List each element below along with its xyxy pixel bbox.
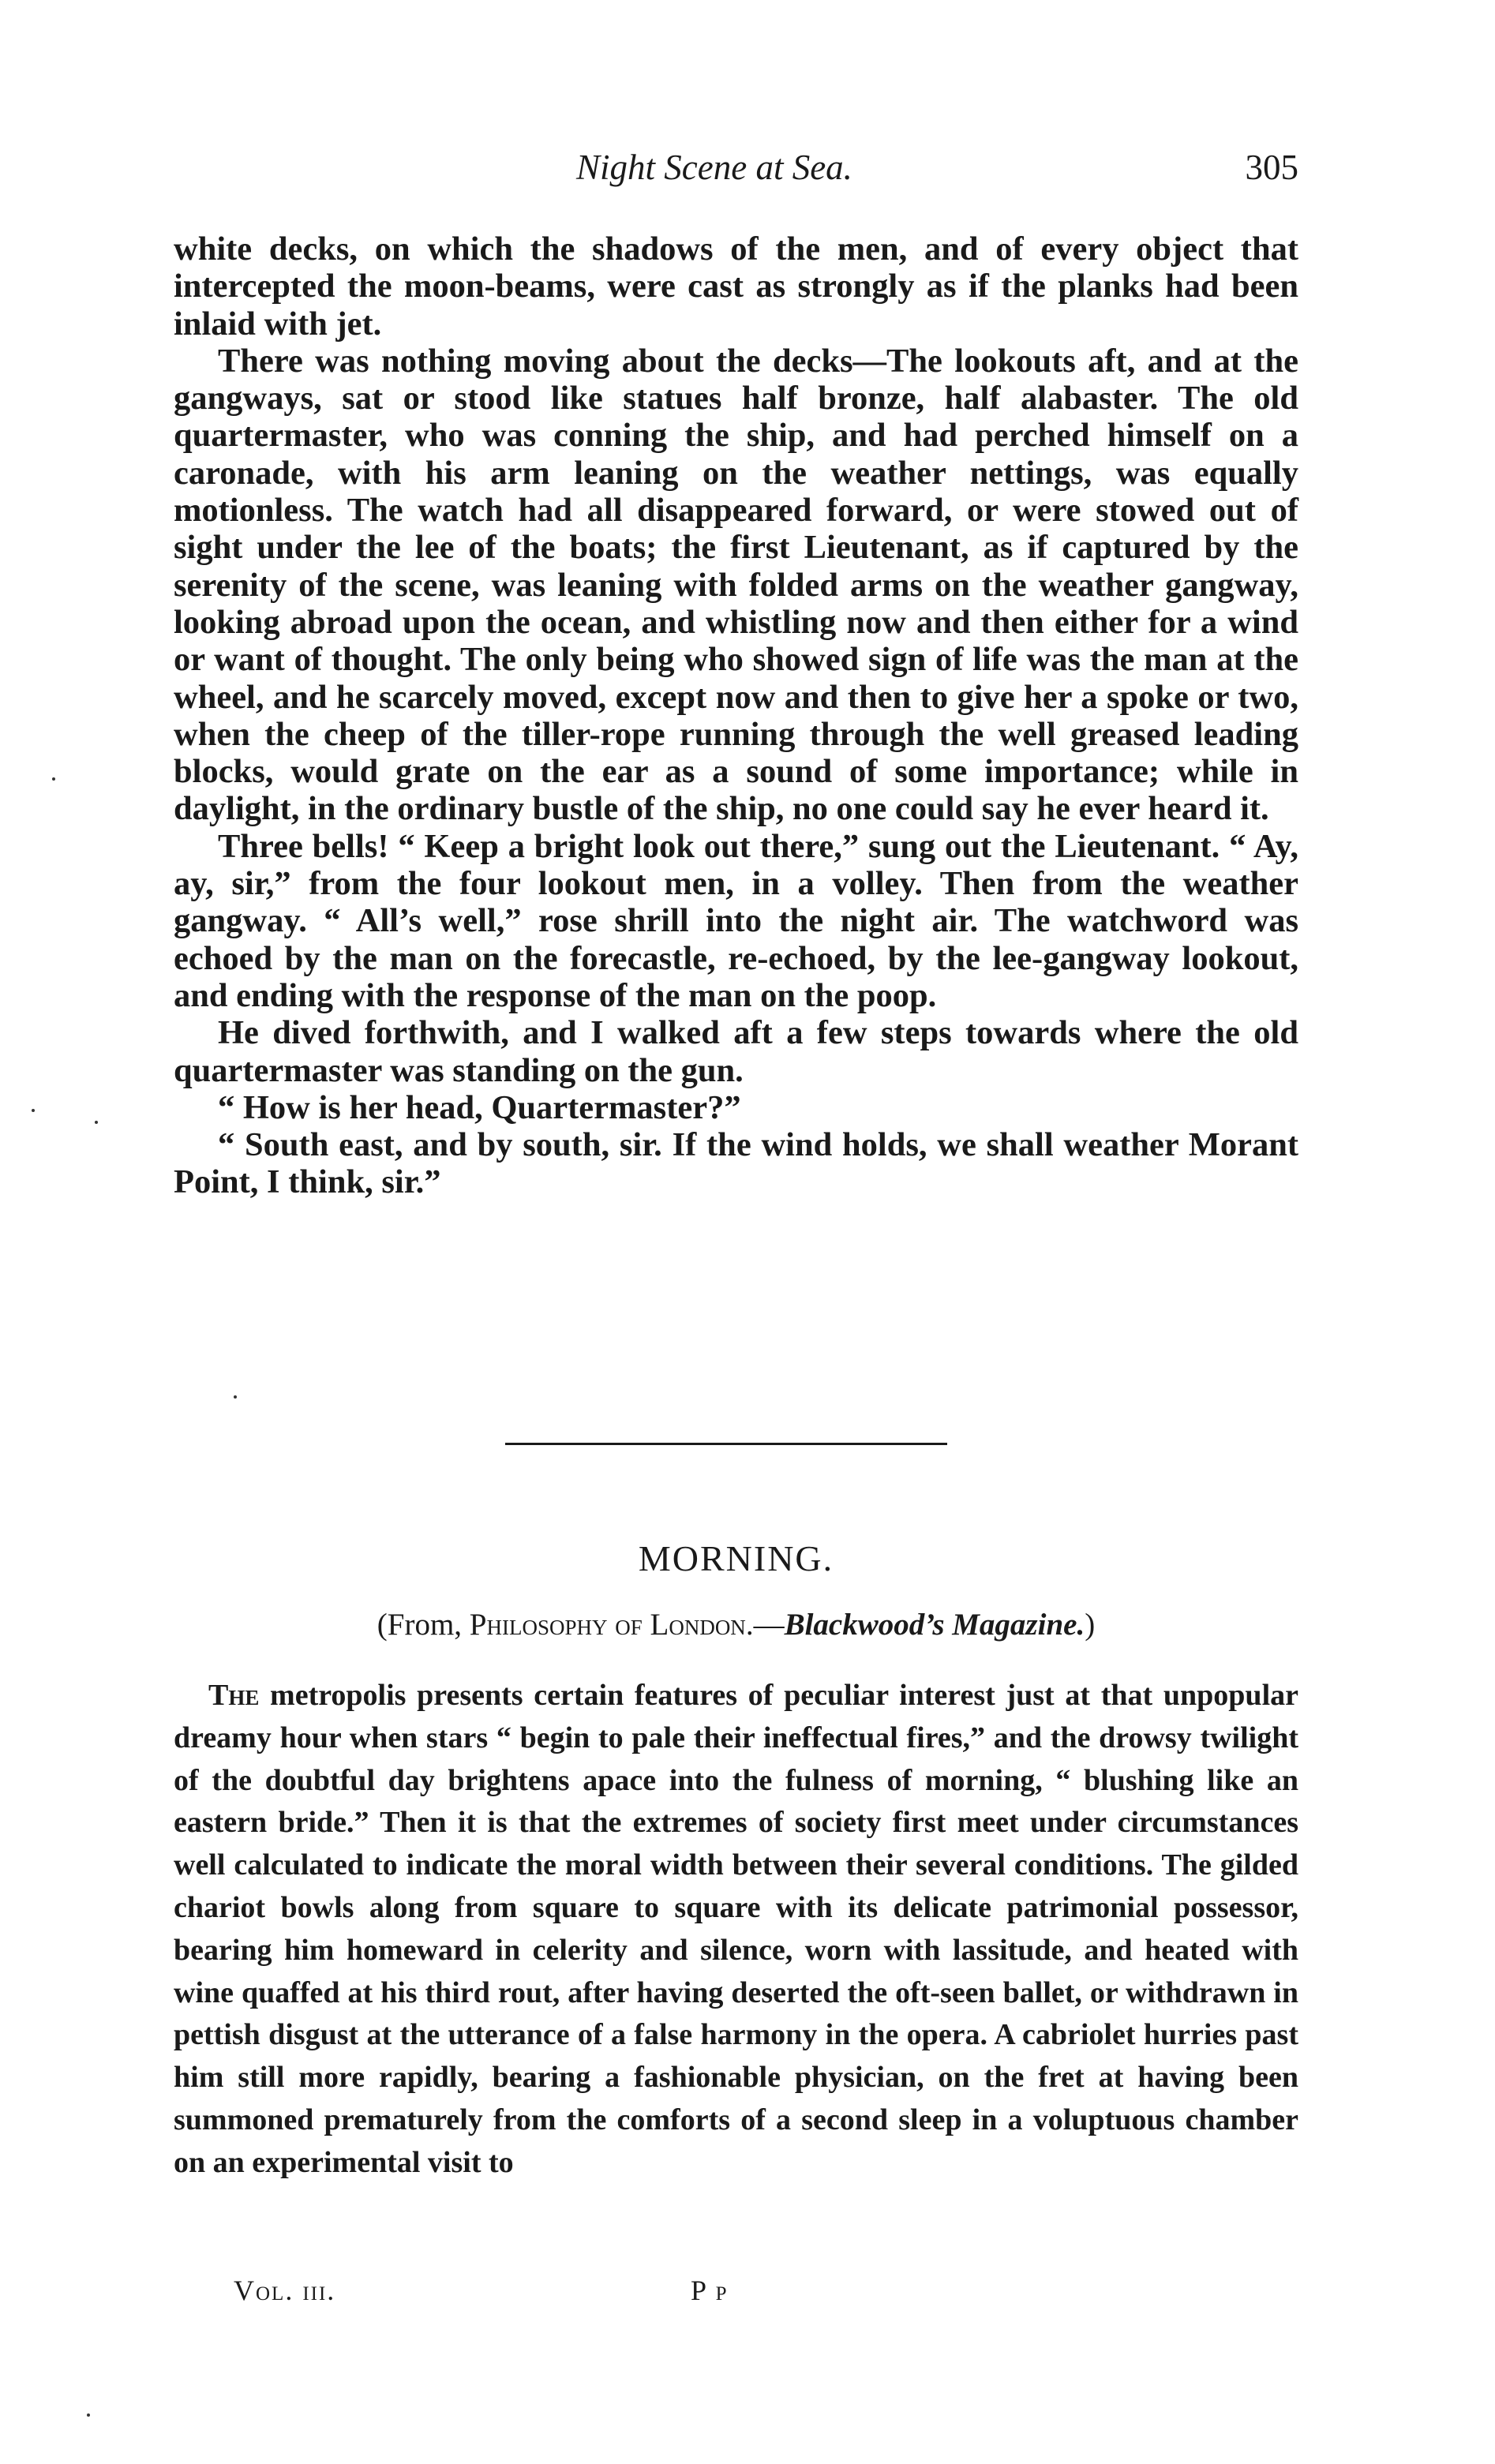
- first-word: The: [208, 1679, 260, 1712]
- paragraph: white decks, on which the shadows of the men, and of every object that intercepted the moon-beams, were cast as strongly as if the planks had been inlaid with jet.: [174, 230, 1298, 343]
- volume-mark: Vol. iii.: [234, 2275, 336, 2306]
- signature-mark: P p: [691, 2275, 729, 2306]
- running-head: [174, 144, 1298, 199]
- paper-speck: [32, 1109, 35, 1112]
- paper-speck: [234, 1395, 237, 1399]
- article-source: [174, 1605, 1298, 1645]
- article-body: [174, 1675, 1298, 2185]
- source-open: (From,: [377, 1608, 470, 1642]
- source-dash: .—: [745, 1608, 785, 1642]
- paper-speck: [52, 777, 55, 781]
- paper-speck: [87, 2413, 90, 2417]
- article-title: MORNING.: [638, 1538, 834, 1578]
- source-book-title: Philosophy of London: [469, 1608, 746, 1642]
- previous-article-text: [174, 230, 1298, 1201]
- paragraph: “ South east, and by south, sir. If the wind holds, we shall weather Morant Point, I think, sir.”: [174, 1126, 1298, 1201]
- body-text: metropolis presents certain features of peculiar interest just at that unpopular dreamy hour when stars “ begin to pale their ineffectual fires,” and the drowsy twilight of the doubtful day brightens apace into the fulness of morning, “ blushing like an eastern bride.” Then it is that the extremes of society first meet under circumstances well calculated to indicate the moral width between their several conditions. The gilded chariot bowls along from square to square with its delicate patrimonial possessor, bearing him homeward in celerity and silence, worn with lassitude, and heated with wine quaffed at his third rout, after having deserted the oft-seen ballet, or withdrawn in pettish disgust at the utterance of a false harmony in the opera. A cabriolet hurries past him still more rapidly, bearing a fashionable physician, on the fret at having been summoned prematurely from the comforts of a second sleep in a voluptuous chamber on an experimental visit to: [174, 1679, 1298, 2179]
- paragraph: There was nothing moving about the decks—The lookouts aft, and at the gangways, sat or stood like statues half bronze, half alabaster. The old quartermaster, who was conning the ship, and had perched himself on a caronade, with his arm leaning on the weather nettings, was equally motionless. The watch had all disappeared forward, or were stowed out of sight under the lee of the boats; the first Lieutenant, as if captured by the serenity of the scene, was leaning with folded arms on the weather gangway, looking abroad upon the ocean, and whistling now and then either for a wind or want of thought. The only being who showed sign of life was the man at the wheel, and he scarcely moved, except now and then to give her a spoke or two, when the cheep of the tiller-rope running through the well greased leading blocks, would grate on the ear as a sound of some importance; while in daylight, in the ordinary bustle of the ship, no one could say he ever heard it.: [174, 342, 1298, 828]
- paper-speck: [95, 1121, 98, 1124]
- page-footer: [174, 2271, 1121, 2318]
- paragraph: [174, 1675, 1298, 2185]
- running-title: Night Scene at Sea.: [576, 148, 852, 187]
- page-number: 305: [1245, 148, 1298, 187]
- source-magazine: Blackwood’s Magazine.: [784, 1608, 1085, 1642]
- paragraph: He dived forthwith, and I walked aft a few steps towards where the old quartermaster was standing on the gun.: [174, 1014, 1298, 1089]
- section-divider: [505, 1443, 947, 1445]
- paragraph: “ How is her head, Quartermaster?”: [218, 1088, 741, 1126]
- paragraph: Three bells! “ Keep a bright look out there,” sung out the Lieutenant. “ Ay, ay, sir,” from the four lookout men, in a volley. Then from the weather gangway. “ All’s well,” rose shrill into the night air. The watchword was echoed by the man on the forecastle, re-echoed, by the lee-gangway lookout, and ending with the response of the man on the poop.: [174, 827, 1298, 1014]
- source-close: ): [1085, 1608, 1096, 1642]
